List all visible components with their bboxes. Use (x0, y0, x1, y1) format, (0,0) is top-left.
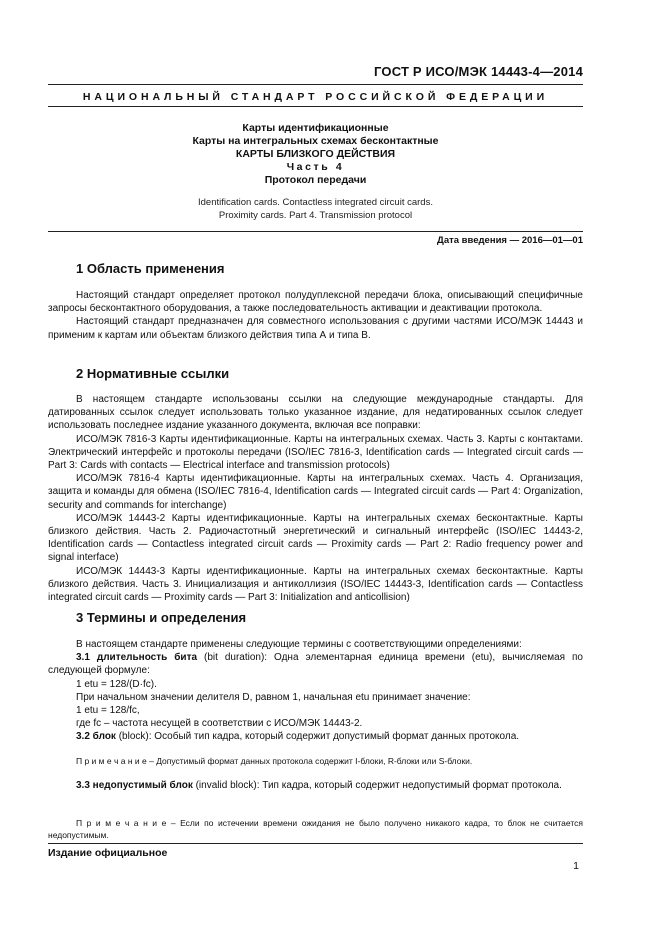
section-2-heading: 2 Нормативные ссылки (76, 366, 230, 381)
reference-iso-7816-3: ИСО/МЭК 7816-3 Карты идентификационные. Карты на интегральных схемах. Часть 3. Карты с контактами. Электрический интерфейс и протоколы передачи (ISO/IEC 7816-3, Identification cards — Integrated circuit cards — Part 3: Cards with contacts — Electrical interface and transmission protocols) (48, 433, 583, 472)
section-1-paragraph-2: Настоящий стандарт предназначен для совместного использования с другими частями ИСО/МЭК 14443 и применим к картам или объектам близкого действия типа А и типа В. (48, 316, 583, 341)
section-1-heading: 1 Область применения (76, 261, 225, 276)
document-number: ГОСТ Р ИСО/МЭК 14443-4—2014 (374, 64, 583, 79)
divisor-text: При начальном значении делителя D, равном 1, начальная etu принимает значение: (76, 691, 471, 703)
footer-rule (48, 843, 583, 844)
term-3-2 (48, 730, 583, 743)
title-line-3: КАРТЫ БЛИЗКОГО ДЕЙСТВИЯ (235, 148, 396, 160)
note-2-text: – Если по истечении времени ожидания не было получено никакого кадра, то блок не считается недопустимым. (48, 818, 583, 840)
term-3-2-definition: (block): Особый тип кадра, который содержит допустимый формат данных протокола. (115, 731, 520, 743)
term-3-3-block (48, 779, 583, 792)
date-rule (48, 231, 583, 232)
english-title-line-1: Identification cards. Contactless integrated circuit cards. (198, 197, 433, 208)
title-part: Часть 4 (286, 161, 345, 173)
section-2-paragraph-1: В настоящем стандарте использованы ссылки на следующие международные стандарты. Для датированных ссылок следует использовать только указанное издание, для недатированных ссылок следует использовать последнее издание указанного документа, включая все поправки: (48, 394, 583, 432)
note-1-label: П р и м е ч а н и е (76, 756, 147, 766)
term-3-3-definition: (invalid block): Тип кадра, который содержит недопустимый формат протокола. (192, 780, 562, 791)
title-line-2: Карты на интегральных схемах бесконтактные (192, 135, 439, 147)
note-2-label: П р и м е ч а н и е (76, 818, 167, 828)
note-1-text: – Допустимый формат данных протокола содержит I-блоки, R-блоки или S-блоки. (146, 756, 473, 766)
section-1-body (48, 289, 583, 342)
section-2-body (48, 393, 583, 604)
term-3-3 (48, 779, 583, 792)
term-3-1-name: 3.1 длительность бита (76, 652, 198, 664)
title-line-1: Карты идентификационные (242, 122, 389, 134)
note-1 (48, 755, 583, 767)
formula-etu: 1 etu = 128/(D·fc). (76, 678, 157, 690)
page-number: 1 (573, 860, 579, 872)
header-rule-top (48, 84, 583, 85)
english-title (48, 196, 583, 222)
english-title-line-2: Proximity cards. Part 4. Transmission protocol (218, 210, 413, 221)
term-3-2-name: 3.2 блок (76, 731, 116, 743)
formula-etu-initial: 1 etu = 128/fc, (76, 705, 140, 717)
term-3-3-name: 3.3 недопустимый блок (76, 780, 193, 791)
term-3-1-definition: (bit duration): Одна элементарная единица времени (etu), вычисляемая по следующей формуле: (48, 652, 583, 677)
reference-iso-14443-3: ИСО/МЭК 14443-3 Карты идентификационные. Карты на интегральных схемах бесконтактные. Карты близкого действия. Часть 3. Инициализация и антиколлизия (ISO/IEC 14443-3, Identification cards — Contactless integrated circuit cards — Proximity cards — Part 3: Initialization and anticollision) (48, 565, 583, 604)
where-text: где fc – частота несущей в соответствии с ИСО/МЭК 14443-2. (76, 718, 363, 730)
title-subtitle: Протокол передачи (264, 174, 367, 186)
section-3-body (48, 638, 583, 744)
reference-iso-14443-2: ИСО/МЭК 14443-2 Карты идентификационные. Карты на интегральных схемах бесконтактные. Карты близкого действия. Часть 2. Радиочастотный энергетический и сигнальный интерфейс (ISO/IEC 14443-2, Identification cards — Contactless integrated circuit cards — Proximity cards — Part 2: Radio frequency power and signal interface) (48, 512, 583, 564)
reference-iso-7816-4: ИСО/МЭК 7816-4 Карты идентификационные. Карты на интегральных схемах. Часть 4. Организация, защита и команды для обмена (ISO/IEC 7816-4, Identification cards — Integrated circuit cards — Part 4: Organization, security and commands for interchange) (48, 473, 583, 511)
header-rule-bottom (48, 106, 583, 107)
section-3-paragraph-1: В настоящем стандарте применены следующие термины с соответствующими определениями: (76, 639, 522, 650)
introduction-date: Дата введения — 2016—01—01 (437, 235, 583, 246)
section-1-paragraph-1: Настоящий стандарт определяет протокол полудуплексной передачи блока, описывающий специфичные запросы бесконтактного оборудования, а также последовательность активации и деактивации протокола. (48, 290, 583, 315)
term-3-1 (48, 651, 583, 677)
note-2 (48, 817, 583, 841)
official-edition: Издание официальное (48, 847, 168, 859)
national-standard-banner: НАЦИОНАЛЬНЫЙ СТАНДАРТ РОССИЙСКОЙ ФЕДЕРАЦИИ (82, 91, 549, 103)
title-block (48, 122, 583, 187)
section-3-heading: 3 Термины и определения (76, 610, 247, 625)
